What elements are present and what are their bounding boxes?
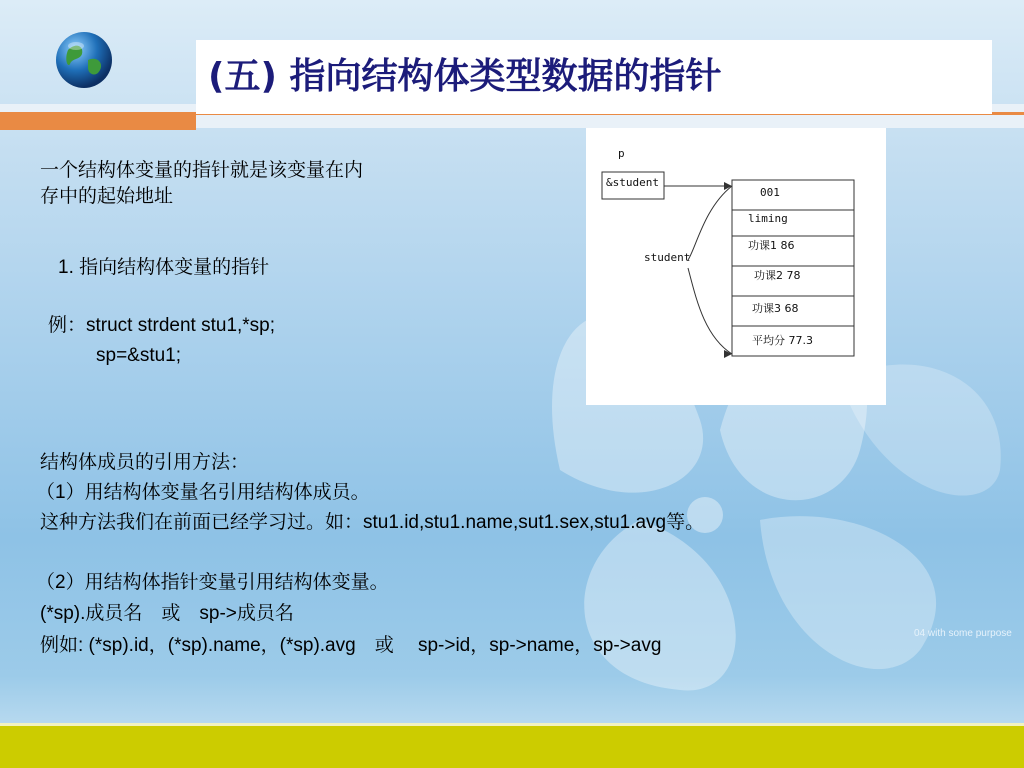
cell-name: liming <box>748 212 788 225</box>
header-accent-bar <box>0 112 196 130</box>
method-2-form: (*sp).成员名 或 sp->成员名 <box>40 603 294 624</box>
cell-score-2: 功课2 78 <box>754 269 801 282</box>
pointer-value: &student <box>606 176 659 189</box>
intro-line-2: 存中的起始地址 <box>40 185 174 207</box>
cell-id: 001 <box>760 186 780 199</box>
footer-bar <box>0 726 1024 768</box>
example-line-1: 例：struct strdent stu1,*sp; <box>48 315 276 336</box>
brace-bottom <box>688 268 732 354</box>
page-title: (五) 指向结构体类型数据的指针 <box>208 56 722 97</box>
pointer-label: p <box>618 147 625 160</box>
cell-score-1: 功课1 86 <box>748 239 795 252</box>
globe-icon <box>54 30 114 90</box>
method-2-example: 例如: (*sp).id，(*sp).name，(*sp).avg 或 sp->id，sp->name，sp->avg <box>40 635 662 656</box>
method-1: （1）用结构体变量名引用结构体成员。 <box>36 482 370 503</box>
example-line-2: sp=&stu1; <box>96 345 182 366</box>
cell-score-3: 功课3 68 <box>752 302 799 315</box>
memory-diagram <box>586 128 886 405</box>
struct-label: student <box>644 251 691 264</box>
method-2: （2）用结构体指针变量引用结构体变量。 <box>36 572 389 593</box>
members-heading: 结构体成员的引用方法： <box>40 451 250 473</box>
intro-line-1: 一个结构体变量的指针就是该变量在内 <box>40 159 364 181</box>
method-1-detail: 这种方法我们在前面已经学习过。如：stu1.id,stu1.name,sut1.sex,stu1.avg等。 <box>40 512 705 533</box>
background-watermark: 04 with some purpose <box>914 628 1012 639</box>
struct-cells <box>732 180 854 356</box>
section-heading: 1. 指向结构体变量的指针 <box>58 257 270 278</box>
brace-top <box>688 186 732 260</box>
cell-average: 平均分 77.3 <box>752 334 813 347</box>
